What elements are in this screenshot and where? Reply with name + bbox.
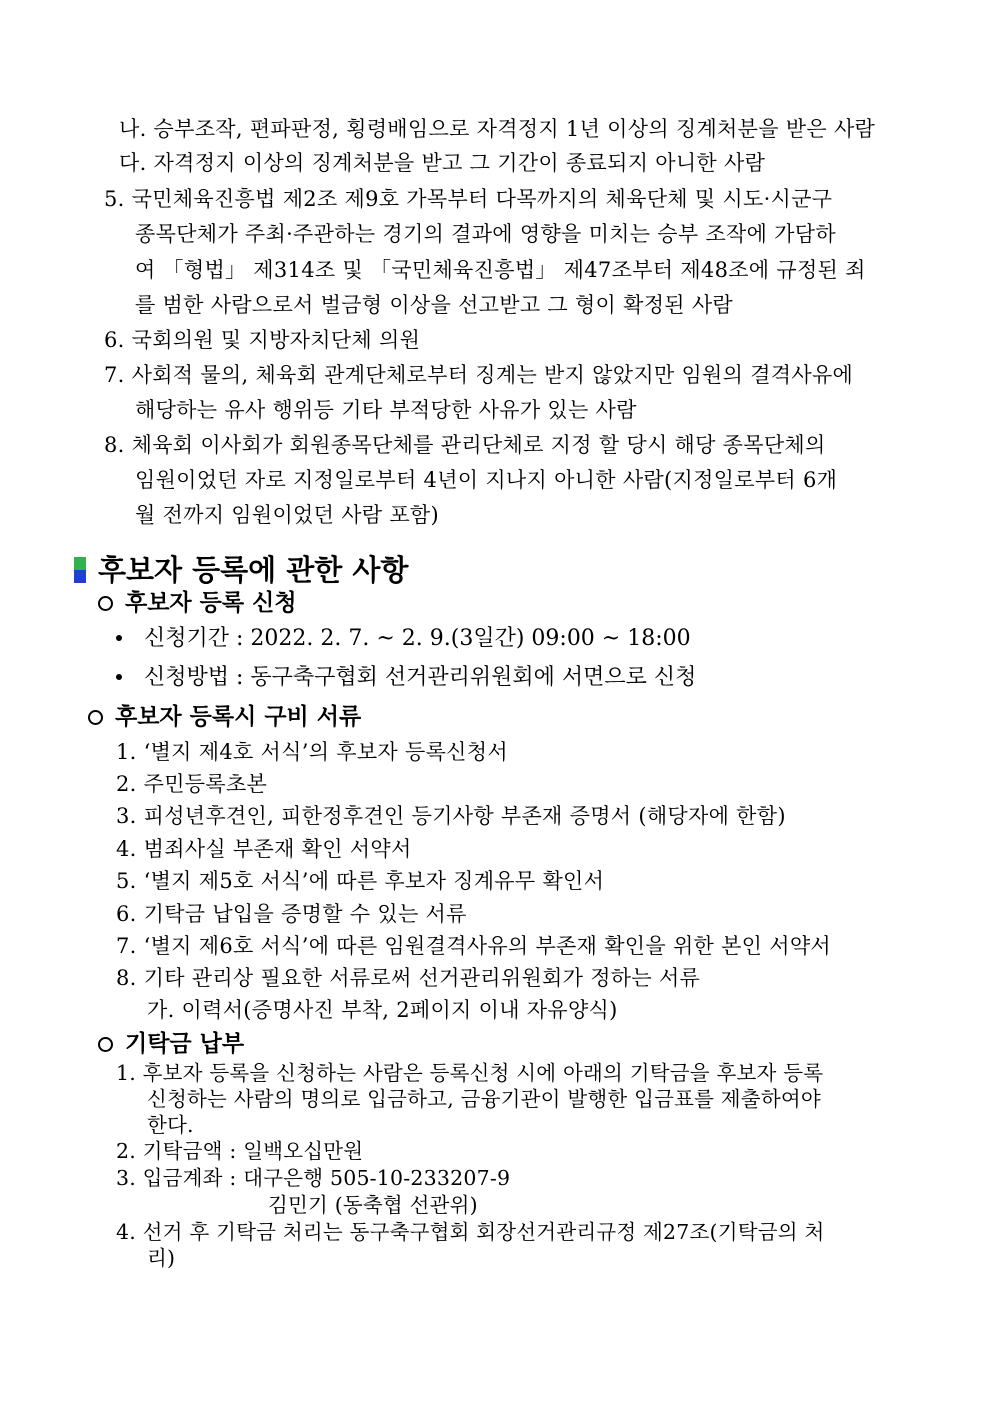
section-heading-text: 후보자 등록에 관한 사항 bbox=[98, 553, 409, 587]
deposit-title-text: 기탁금 납부 bbox=[125, 1030, 245, 1057]
section-heading bbox=[74, 552, 408, 588]
document-sub-item: 가. 이력서(증명사진 부착, 2페이지 이내 자유양식) bbox=[147, 998, 618, 1022]
item-7-line-1: 7. 사회적 물의, 체육회 관계단체로부터 징계는 받지 않았지만 임원의 결격사유에 bbox=[104, 363, 854, 387]
item-5-line-2: 종목단체가 주최·주관하는 경기의 결과에 영향을 미치는 승부 조작에 가담하 bbox=[135, 222, 836, 246]
item-8-line-1: 8. 체육회 이사회가 회원종목단체를 관리단체로 지정 할 당시 해당 종목단체의 bbox=[104, 433, 826, 457]
document-item: 1. ‘별지 제4호 서식’의 후보자 등록신청서 bbox=[116, 740, 508, 764]
registration-period-text: 신청기간 : 2022. 2. 7. ~ 2. 9.(3일간) 09:00 ~ 18:00 bbox=[144, 626, 691, 651]
deposit-item-4-line-2: 리) bbox=[147, 1246, 176, 1270]
item-na: 나. 승부조작, 편파판정, 횡령배임으로 자격정지 1년 이상의 징계처분을 받은 사람 bbox=[119, 117, 876, 141]
item-5-line-1: 5. 국민체육진흥법 제2조 제9호 가목부터 다목까지의 체육단체 및 시도·시군구 bbox=[104, 187, 833, 211]
item-6: 6. 국회의원 및 지방자치단체 의원 bbox=[104, 328, 421, 352]
documents-title-text: 후보자 등록시 구비 서류 bbox=[115, 703, 362, 730]
registration-method-text: 신청방법 : 동구축구협회 선거관리위원회에 서면으로 신청 bbox=[144, 665, 697, 690]
item-da: 다. 자격정지 이상의 징계처분을 받고 그 기간이 종료되지 아니한 사람 bbox=[119, 151, 766, 175]
deposit-item-1-line-3: 한다. bbox=[147, 1113, 194, 1137]
deposit-item-4-line-1: 4. 선거 후 기탁금 처리는 동구축구협회 회장선거관리규정 제27조(기탁금의 처 bbox=[116, 1220, 825, 1244]
registration-method bbox=[116, 663, 696, 693]
deposit-item-3-line-1: 3. 입금계좌 : 대구은행 505-10-233207-9 bbox=[116, 1166, 511, 1190]
registration-title bbox=[98, 588, 297, 618]
document-item: 7. ‘별지 제6호 서식’에 따른 임원결격사유의 부존재 확인을 위한 본인 서약서 bbox=[116, 934, 831, 958]
document-item: 2. 주민등록초본 bbox=[116, 772, 268, 796]
document-item: 8. 기타 관리상 필요한 서류로써 선거관리위원회가 정하는 서류 bbox=[116, 966, 701, 990]
item-8-line-2: 임원이었던 자로 지정일로부터 4년이 지나지 아니한 사람(지정일로부터 6개 bbox=[135, 468, 838, 492]
deposit-item-3-line-2: 김민기 (동축협 선관위) bbox=[268, 1193, 478, 1217]
document-item: 4. 범죄사실 부존재 확인 서약서 bbox=[116, 837, 412, 861]
deposit-item-1-line-2: 신청하는 사람의 명의로 입금하고, 금융기관이 발행한 입금표를 제출하여야 bbox=[147, 1087, 821, 1111]
circle-bullet-icon bbox=[98, 1037, 113, 1052]
document-item: 6. 기탁금 납입을 증명할 수 있는 서류 bbox=[116, 902, 467, 926]
item-5-line-3: 여 「형법」 제314조 및 「국민체육진흥법」 제47조부터 제48조에 규정된 죄 bbox=[135, 258, 866, 282]
deposit-item-2: 2. 기탁금액 : 일백오십만원 bbox=[116, 1139, 364, 1163]
heading-marker-icon bbox=[74, 557, 86, 583]
item-7-line-2: 해당하는 유사 행위등 기타 부적당한 사유가 있는 사람 bbox=[135, 398, 637, 422]
registration-title-text: 후보자 등록 신청 bbox=[125, 589, 297, 616]
circle-bullet-icon bbox=[88, 710, 103, 725]
bullet-dot-icon bbox=[116, 674, 122, 680]
registration-period bbox=[116, 624, 691, 654]
deposit-title bbox=[98, 1029, 244, 1059]
documents-title bbox=[88, 702, 361, 732]
deposit-item-1-line-1: 1. 후보자 등록을 신청하는 사람은 등록신청 시에 아래의 기탁금을 후보자 등록 bbox=[116, 1061, 824, 1085]
document-item: 3. 피성년후견인, 피한정후견인 등기사항 부존재 증명서 (해당자에 한함) bbox=[116, 804, 786, 828]
document-item: 5. ‘별지 제5호 서식’에 따른 후보자 징계유무 확인서 bbox=[116, 869, 605, 893]
bullet-dot-icon bbox=[116, 635, 122, 641]
circle-bullet-icon bbox=[98, 596, 113, 611]
item-8-line-3: 월 전까지 임원이었던 사람 포함) bbox=[135, 503, 440, 527]
item-5-line-4: 를 범한 사람으로서 벌금형 이상을 선고받고 그 형이 확정된 사람 bbox=[135, 293, 734, 317]
